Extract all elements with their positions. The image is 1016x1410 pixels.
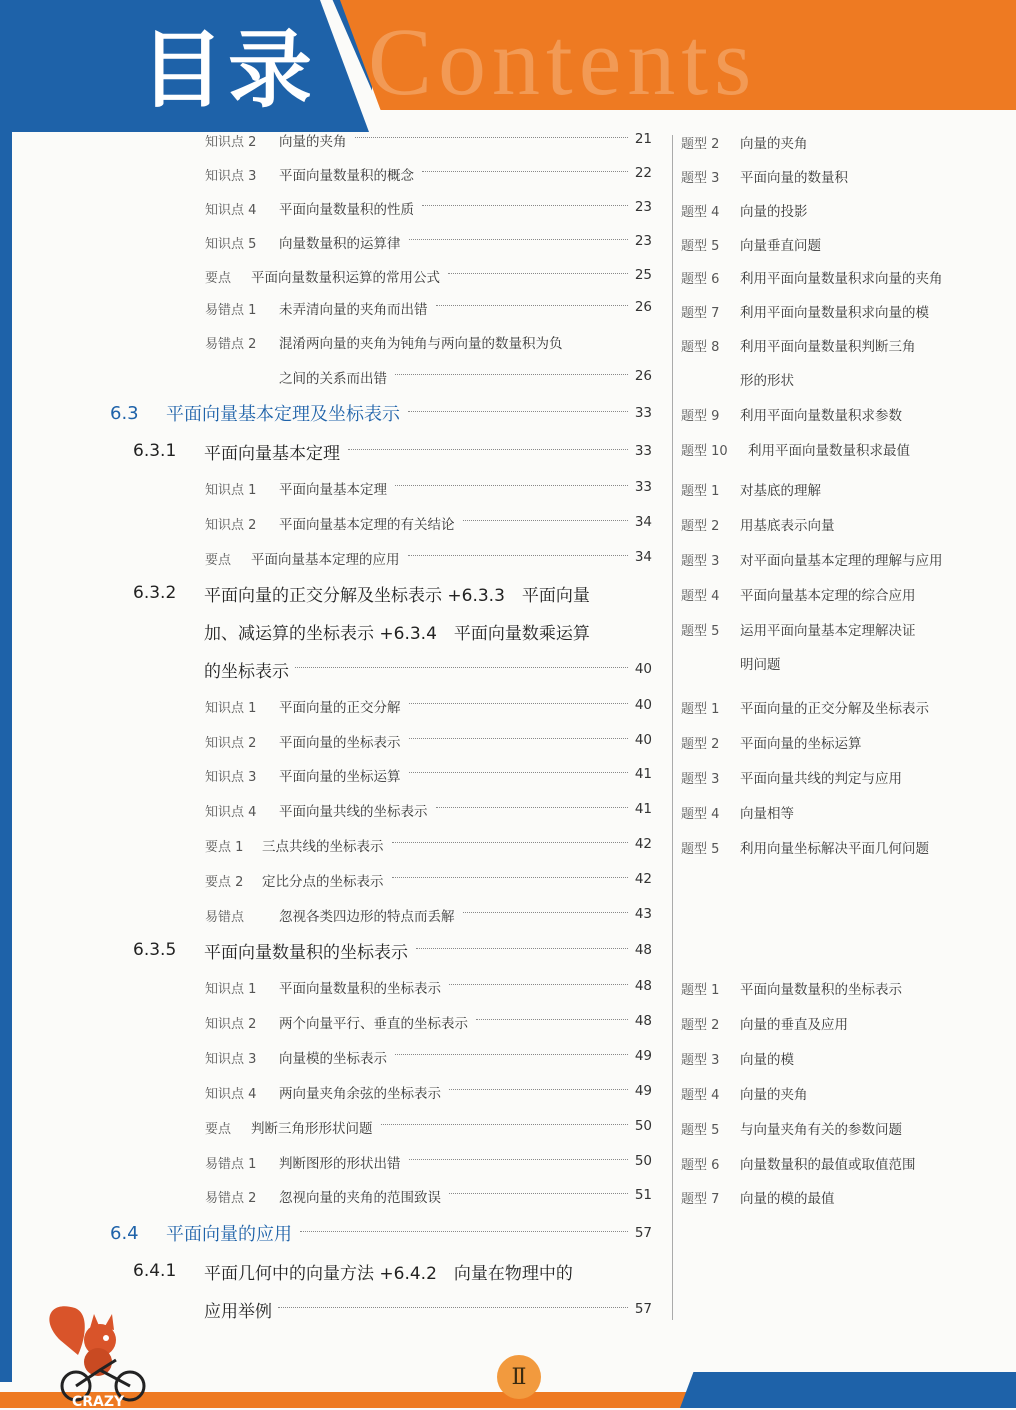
question-type-tag: 题型 4 bbox=[681, 204, 720, 220]
entry-text: 向量数量积的运算律 bbox=[279, 236, 401, 252]
undefined bbox=[295, 667, 628, 668]
subsection-title: 平面几何中的向量方法 +6.4.2 向量在物理中的 bbox=[204, 1263, 573, 1284]
question-type-tag: 题型 9 bbox=[681, 408, 720, 424]
question-type-tag: 题型 5 bbox=[681, 1122, 720, 1138]
question-type-tag: 题型 2 bbox=[681, 136, 720, 152]
question-type-text: 平面向量共线的判定与应用 bbox=[740, 771, 902, 787]
page-number-ref: 42 bbox=[634, 836, 652, 852]
undefined bbox=[409, 772, 629, 773]
subsection-title: 平面向量基本定理 bbox=[204, 443, 340, 464]
entry-text: 平面向量数量积运算的常用公式 bbox=[251, 270, 440, 286]
entry-tag: 知识点 3 bbox=[205, 168, 257, 184]
question-type-text: 利用平面向量数量积求向量的夹角 bbox=[740, 271, 943, 287]
question-type-tag: 题型 2 bbox=[681, 736, 720, 752]
entry-tag: 知识点 3 bbox=[205, 769, 257, 785]
page-number-ref: 34 bbox=[634, 549, 652, 565]
entry-text: 判断三角形形状问题 bbox=[251, 1121, 373, 1137]
entry-tag: 要点 bbox=[205, 1121, 232, 1137]
subsection-title-cont: 应用举例 bbox=[204, 1301, 272, 1322]
question-type-text: 平面向量的正交分解及坐标表示 bbox=[740, 701, 929, 717]
subsection-title-cont: 加、减运算的坐标表示 +6.3.4 平面向量数乘运算 bbox=[204, 623, 590, 644]
entry-tag: 要点 bbox=[205, 270, 232, 286]
entry-tag: 知识点 4 bbox=[205, 202, 257, 218]
question-type-text: 利用平面向量数量积求参数 bbox=[740, 408, 902, 424]
entry-text: 两向量夹角余弦的坐标表示 bbox=[279, 1086, 441, 1102]
undefined bbox=[300, 1231, 628, 1232]
question-type-tag: 题型 5 bbox=[681, 841, 720, 857]
undefined bbox=[436, 305, 629, 306]
page-number-ref: 23 bbox=[634, 233, 652, 249]
entry-text: 平面向量数量积的性质 bbox=[279, 202, 414, 218]
column-divider bbox=[672, 135, 673, 1320]
question-type-text: 向量的模的最值 bbox=[740, 1191, 835, 1207]
question-type-text: 与向量夹角有关的参数问题 bbox=[740, 1122, 902, 1138]
page-title: 目录 bbox=[140, 21, 317, 119]
undefined bbox=[409, 738, 629, 739]
question-type-text: 用基底表示向量 bbox=[740, 518, 835, 534]
question-type-tag: 题型 6 bbox=[681, 1157, 720, 1173]
page-number-ref: 57 bbox=[634, 1301, 652, 1317]
page-number-ref: 50 bbox=[634, 1118, 652, 1134]
page-number-ref: 41 bbox=[634, 766, 652, 782]
question-type-tag: 题型 4 bbox=[681, 1087, 720, 1103]
page-number-ref: 50 bbox=[634, 1153, 652, 1169]
question-type-text: 平面向量的坐标运算 bbox=[740, 736, 862, 752]
subsection-number: 6.3.2 bbox=[133, 583, 177, 603]
brand-text: CRAZY bbox=[72, 1394, 125, 1410]
squirrel-mascot-icon bbox=[40, 1300, 170, 1408]
question-type-tag: 题型 3 bbox=[681, 170, 720, 186]
section-title: 平面向量的应用 bbox=[166, 1224, 292, 1245]
page-number-ref: 48 bbox=[634, 942, 652, 958]
entry-tag: 知识点 2 bbox=[205, 134, 257, 150]
question-type-text: 向量的投影 bbox=[740, 204, 808, 220]
entry-tag: 知识点 1 bbox=[205, 482, 257, 498]
subsection-title-cont: 的坐标表示 bbox=[204, 661, 289, 682]
entry-tag: 知识点 2 bbox=[205, 517, 257, 533]
page-number-ref: 57 bbox=[634, 1225, 652, 1241]
undefined bbox=[422, 171, 628, 172]
page-number-ref: 33 bbox=[634, 479, 652, 495]
entry-tag: 知识点 3 bbox=[205, 1051, 257, 1067]
question-type-tag: 题型 7 bbox=[681, 305, 720, 321]
question-type-text: 向量数量积的最值或取值范围 bbox=[740, 1157, 916, 1173]
entry-text: 未弄清向量的夹角而出错 bbox=[279, 302, 428, 318]
question-type-tag: 题型 1 bbox=[681, 701, 720, 717]
question-type-tag: 题型 10 bbox=[681, 443, 728, 459]
question-type-tag: 题型 7 bbox=[681, 1191, 720, 1207]
entry-tag: 知识点 2 bbox=[205, 1016, 257, 1032]
page-number-ref: 40 bbox=[634, 661, 652, 677]
page-number-ref: 33 bbox=[634, 405, 652, 421]
page-number: Ⅱ bbox=[497, 1355, 541, 1399]
entry-text: 平面向量基本定理的有关结论 bbox=[279, 517, 455, 533]
undefined bbox=[416, 948, 628, 949]
header-watermark: Contents bbox=[368, 8, 758, 115]
question-type-tag: 题型 3 bbox=[681, 553, 720, 569]
page-number-ref: 26 bbox=[634, 299, 652, 315]
undefined bbox=[463, 520, 629, 521]
page-number-ref: 26 bbox=[634, 368, 652, 384]
page-number-ref: 33 bbox=[634, 443, 652, 459]
entry-tag: 易错点 bbox=[205, 909, 245, 925]
side-strip bbox=[0, 132, 12, 1382]
page-number-ref: 42 bbox=[634, 871, 652, 887]
undefined bbox=[409, 703, 629, 704]
footer-blue-band bbox=[680, 1372, 1016, 1408]
page-number-ref: 48 bbox=[634, 978, 652, 994]
undefined bbox=[449, 1089, 628, 1090]
question-type-tag: 题型 6 bbox=[681, 271, 720, 287]
page-number-ref: 43 bbox=[634, 906, 652, 922]
undefined bbox=[392, 877, 629, 878]
undefined bbox=[476, 1019, 628, 1020]
entry-tag: 知识点 4 bbox=[205, 804, 257, 820]
question-type-text: 对基底的理解 bbox=[740, 483, 821, 499]
question-type-tag: 题型 1 bbox=[681, 982, 720, 998]
entry-tag: 知识点 5 bbox=[205, 236, 257, 252]
entry-text: 平面向量基本定理 bbox=[279, 482, 387, 498]
subsection-number: 6.3.1 bbox=[133, 441, 177, 461]
entry-text: 三点共线的坐标表示 bbox=[262, 839, 384, 855]
subsection-title: 平面向量的正交分解及坐标表示 +6.3.3 平面向量 bbox=[204, 585, 590, 606]
question-type-text: 向量相等 bbox=[740, 806, 794, 822]
question-type-text: 向量的模 bbox=[740, 1052, 794, 1068]
undefined bbox=[422, 205, 628, 206]
entry-text: 平面向量共线的坐标表示 bbox=[279, 804, 428, 820]
undefined bbox=[355, 137, 629, 138]
undefined bbox=[348, 449, 628, 450]
undefined bbox=[448, 273, 628, 274]
entry-tag: 要点 1 bbox=[205, 839, 244, 855]
entry-text: 向量的夹角 bbox=[279, 134, 347, 150]
page-number-ref: 51 bbox=[634, 1187, 652, 1203]
entry-text: 忽视向量的夹角的范围致误 bbox=[279, 1190, 441, 1206]
undefined bbox=[278, 1307, 628, 1308]
entry-text: 定比分点的坐标表示 bbox=[262, 874, 384, 890]
subsection-number: 6.3.5 bbox=[133, 940, 177, 960]
question-type-tag: 题型 3 bbox=[681, 771, 720, 787]
undefined bbox=[381, 1124, 629, 1125]
entry-tag: 知识点 4 bbox=[205, 1086, 257, 1102]
question-type-text: 平面向量数量积的坐标表示 bbox=[740, 982, 902, 998]
undefined bbox=[449, 1193, 628, 1194]
entry-text-cont: 之间的关系而出错 bbox=[279, 371, 387, 387]
entry-tag: 易错点 1 bbox=[205, 1156, 257, 1172]
entry-text: 平面向量的正交分解 bbox=[279, 700, 401, 716]
page-number-ref: 40 bbox=[634, 697, 652, 713]
entry-text: 平面向量的坐标运算 bbox=[279, 769, 401, 785]
question-type-text: 平面向量的数量积 bbox=[740, 170, 848, 186]
question-type-text: 向量垂直问题 bbox=[740, 238, 821, 254]
entry-text: 混淆两向量的夹角为钝角与两向量的数量积为负 bbox=[279, 336, 563, 352]
page-number-ref: 23 bbox=[634, 199, 652, 215]
undefined bbox=[409, 239, 629, 240]
entry-tag: 易错点 1 bbox=[205, 302, 257, 318]
section-number: 6.3 bbox=[110, 402, 139, 424]
entry-text: 平面向量的坐标表示 bbox=[279, 735, 401, 751]
entry-text: 两个向量平行、垂直的坐标表示 bbox=[279, 1016, 468, 1032]
entry-text: 忽视各类四边形的特点而丢解 bbox=[279, 909, 455, 925]
question-type-text: 向量的夹角 bbox=[740, 1087, 808, 1103]
page-number-ref: 41 bbox=[634, 801, 652, 817]
question-type-tag: 题型 1 bbox=[681, 483, 720, 499]
undefined bbox=[408, 411, 628, 412]
question-type-tag: 题型 3 bbox=[681, 1052, 720, 1068]
question-type-tag: 题型 4 bbox=[681, 588, 720, 604]
entry-text: 向量模的坐标表示 bbox=[279, 1051, 387, 1067]
entry-text: 判断图形的形状出错 bbox=[279, 1156, 401, 1172]
entry-tag: 要点 2 bbox=[205, 874, 244, 890]
page-number-ref: 48 bbox=[634, 1013, 652, 1029]
question-type-text-cont: 形的形状 bbox=[740, 373, 794, 389]
page-number-ref: 34 bbox=[634, 514, 652, 530]
question-type-text: 向量的垂直及应用 bbox=[740, 1017, 848, 1033]
question-type-text: 利用平面向量数量积求向量的模 bbox=[740, 305, 929, 321]
page-number-ref: 49 bbox=[634, 1083, 652, 1099]
page-number-ref: 49 bbox=[634, 1048, 652, 1064]
page-number-ref: 22 bbox=[634, 165, 652, 181]
section-number: 6.4 bbox=[110, 1222, 139, 1244]
undefined bbox=[436, 807, 629, 808]
question-type-text: 平面向量基本定理的综合应用 bbox=[740, 588, 916, 604]
undefined bbox=[463, 912, 629, 913]
undefined bbox=[395, 374, 628, 375]
question-type-text: 对平面向量基本定理的理解与应用 bbox=[740, 553, 943, 569]
page-number-ref: 25 bbox=[634, 267, 652, 283]
undefined bbox=[408, 555, 629, 556]
undefined bbox=[449, 984, 628, 985]
question-type-tag: 题型 5 bbox=[681, 238, 720, 254]
question-type-tag: 题型 2 bbox=[681, 1017, 720, 1033]
subsection-number: 6.4.1 bbox=[133, 1261, 177, 1281]
question-type-text: 运用平面向量基本定理解决证 bbox=[740, 623, 916, 639]
question-type-text: 利用向量坐标解决平面几何问题 bbox=[740, 841, 929, 857]
entry-tag: 知识点 1 bbox=[205, 981, 257, 997]
undefined bbox=[409, 1159, 629, 1160]
question-type-tag: 题型 5 bbox=[681, 623, 720, 639]
undefined bbox=[395, 485, 628, 486]
undefined bbox=[392, 842, 629, 843]
question-type-tag: 题型 4 bbox=[681, 806, 720, 822]
question-type-tag: 题型 2 bbox=[681, 518, 720, 534]
entry-tag: 易错点 2 bbox=[205, 336, 257, 352]
entry-tag: 易错点 2 bbox=[205, 1190, 257, 1206]
subsection-title: 平面向量数量积的坐标表示 bbox=[204, 942, 408, 963]
question-type-text: 利用平面向量数量积判断三角 bbox=[740, 339, 916, 355]
page-number-ref: 40 bbox=[634, 732, 652, 748]
entry-tag: 要点 bbox=[205, 552, 232, 568]
question-type-text: 向量的夹角 bbox=[740, 136, 808, 152]
entry-text: 平面向量基本定理的应用 bbox=[251, 552, 400, 568]
question-type-text-cont: 明问题 bbox=[740, 657, 781, 673]
section-title: 平面向量基本定理及坐标表示 bbox=[166, 404, 400, 425]
entry-text: 平面向量数量积的概念 bbox=[279, 168, 414, 184]
entry-tag: 知识点 2 bbox=[205, 735, 257, 751]
question-type-tag: 题型 8 bbox=[681, 339, 720, 355]
undefined bbox=[395, 1054, 628, 1055]
entry-tag: 知识点 1 bbox=[205, 700, 257, 716]
question-type-text: 利用平面向量数量积求最值 bbox=[748, 443, 910, 459]
page-number-ref: 21 bbox=[634, 131, 652, 147]
entry-text: 平面向量数量积的坐标表示 bbox=[279, 981, 441, 997]
